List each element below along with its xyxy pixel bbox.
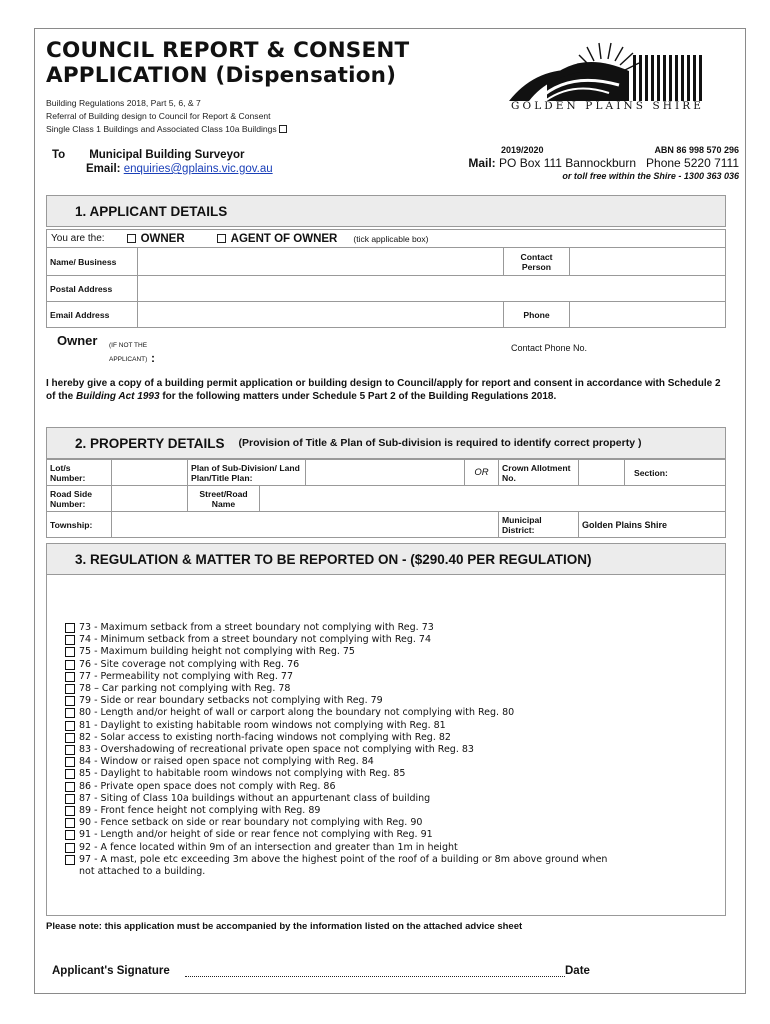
abn-number: ABN 86 998 570 296: [654, 145, 739, 155]
regulation-text: 87 - Siting of Class 10a buildings without an appurtenant class of building: [79, 792, 431, 804]
form-page: COUNCIL REPORT & CONSENT APPLICATION (Dispensation) Building Regulations 2018, Part 5, 6, & 7 Referral of Building design to Council for Report & Consent Single Class 1 Buildings and Associated Class 10a Buildings GOLDEN PLAINS SHIRE To Municipal Building Surveyor Email: enquiries@gplains.vic.gov.au 2019/2020 ABN 86 998 570 296 Mail: PO Box 111 Bannockburn Phone 5220 7111 or toll free within the Shire - 1300 363 036 1. APPLICANT DETAILS You are the: OWNER AGENT OF OWNER (tick applicable box) Name/ Business Contact Person Postal Address Email Address Phone Owner (IF NOT THE APPLICANT) : Contact Phone No. I hereby give a copy of a building permit application or building design to Council/apply for report and consent in accordance with Schedule 2 of the Building Act 1993 for the following matters under Schedule 5 Part 2 of the Building Regulations 2018. 2. PROPERTY DETAILS (Provision of Title & Plan of Sub-division is required to identify correct property ) Lot/s Number: Plan of Sub-Division/ Land Plan/Title Plan: OR Crown Allotment No. Section: Road Side Number: Street/Road Name Township: Municipal District: Golden Plains Shire 3. REGULATION & MATTER TO BE REPORTED ON - ($290.40 PER REGULATION) 73 - Maximum setback from a street boundary not complying with Reg. 73 74 - Minimum setback from a street boundary not complying with Reg. 74 75 - Maximum building height not complying with Reg. 75 76 - Site coverage not complying with Reg. 76 77 - Permeability not complying with Reg. 77 78 – Car parking not complying with Reg. 78 79 - Side or rear boundary setbacks not complying with Reg. 79 80 - Length and/or height of wall or carport along the boundary not complying with Reg. 80 81 - Daylight to existing habitable room windows not complying with Reg. 81 82 - Solar access to existing north-facing windows not complying with Reg. 82 83 - Overshadowing of recreational private open space not complying with Reg. 83 84 - Window or raised open space not complying with Reg. 84 85 - Daylight to habitable room windows not complying with Reg. 85 86 - Private open space does not comply with Reg. 86 87 - Siting of Class 10a buildings without an appurtenant class of building 89 - Front fence height not complying with Reg. 89 90 - Fence setback on side or rear boundary not complying with Reg. 90 91 - Length and/or height of side or rear fence not complying with Reg. 91 92 - A fence located within 9m of an intersection and greater than 1m in height 97 - A mast, pole etc exceeding 3m above the highest point of the roof of a building or 8m above ground when not attached to a building. Please note: this application must be accompanied by the information listed on the attached advice sheet Applicant's Signature Date: [34, 28, 746, 994]
plan-field[interactable]: [306, 460, 465, 486]
regulation-text: 84 - Window or raised open space not complying with Reg. 84: [79, 756, 374, 768]
contact-phone-label: Contact Phone No.: [511, 343, 588, 353]
regulation-checkbox[interactable]: [65, 647, 75, 657]
logo-wordmark: GOLDEN PLAINS SHIRE: [511, 100, 705, 112]
regulation-text: 74 - Minimum setback from a street boundary not complying with Reg. 74: [79, 634, 431, 646]
regulation-item: [65, 744, 619, 756]
regulation-text: 79 - Side or rear boundary setbacks not complying with Reg. 79: [79, 695, 383, 707]
declaration-text: I hereby give a copy of a building permit application or building design to Council/apply for report and consent in accordance with Schedule 2 of the Building Act 1993 for the following matters under Schedule 5 Part 2 of the Building Regulations 2018.: [46, 378, 721, 402]
class-10a-checkbox[interactable]: [279, 125, 287, 133]
golden-plains-logo-icon: [509, 41, 705, 101]
regulation-item: [65, 671, 619, 683]
regulation-checkbox[interactable]: [65, 684, 75, 694]
regulation-checkbox[interactable]: [65, 721, 75, 731]
regulation-item: [65, 683, 619, 695]
regulation-text: 80 - Length and/or height of wall or carport along the boundary not complying with Reg. 80: [79, 707, 515, 719]
crown-allotment-field[interactable]: [579, 460, 625, 486]
regulation-text: 75 - Maximum building height not complying with Reg. 75: [79, 646, 355, 658]
regulation-text: 83 - Overshadowing of recreational private open space not complying with Reg. 83: [79, 744, 474, 756]
regulation-item: [65, 756, 619, 768]
regulation-item: [65, 793, 619, 805]
regulation-checkbox[interactable]: [65, 769, 75, 779]
postal-address-field[interactable]: [138, 276, 726, 302]
form-subheading: Building Regulations 2018, Part 5, 6, & 7 Referral of Building design to Council for Report & Consent Single Class 1 Buildings and Associated Class 10a Buildings: [46, 97, 287, 137]
regulation-item: [65, 732, 619, 744]
property-table: Lot/s Number: Plan of Sub-Division/ Land Plan/Title Plan: OR Crown Allotment No. Section: Road Side Number: Street/Road Name Township: Municipal District: Golden Plains Shire: [46, 459, 726, 538]
regulation-item: [65, 695, 619, 707]
regulation-item: [65, 829, 619, 841]
road-number-field[interactable]: [112, 486, 188, 512]
regulation-item: [65, 854, 619, 878]
contact-person-field[interactable]: [570, 248, 726, 276]
tollfree-note: or toll free within the Shire - 1300 363 036: [562, 171, 739, 181]
regulation-item: [65, 646, 619, 658]
owner-checkbox[interactable]: [127, 234, 136, 243]
advice-note: Please note: this application must be accompanied by the information listed on the attached advice sheet: [46, 921, 523, 932]
signature-line[interactable]: [185, 976, 565, 977]
street-name-field[interactable]: [260, 486, 726, 512]
to-line: To Municipal Building Surveyor: [52, 149, 245, 161]
regulation-checkbox[interactable]: [65, 672, 75, 682]
regulation-item: [65, 622, 619, 634]
owner-label: Owner: [57, 333, 98, 348]
regulation-item: [65, 817, 619, 829]
name-field[interactable]: [138, 248, 504, 276]
phone-field[interactable]: [570, 302, 726, 328]
regulation-text: 81 - Daylight to existing habitable room windows not complying with Reg. 81: [79, 719, 446, 731]
regulation-checkbox[interactable]: [65, 745, 75, 755]
regulation-text: 77 - Permeability not complying with Reg. 77: [79, 670, 293, 682]
township-field[interactable]: [112, 512, 499, 538]
regulation-checkbox[interactable]: [65, 757, 75, 767]
regulation-text: 82 - Solar access to existing north-facing windows not complying with Reg. 82: [79, 731, 451, 743]
email-link[interactable]: enquiries@gplains.vic.gov.au: [123, 163, 273, 175]
regulation-text: 76 - Site coverage not complying with Reg. 76: [79, 658, 300, 670]
regulation-checkbox[interactable]: [65, 696, 75, 706]
regulation-text: 97 - A mast, pole etc exceeding 3m above the highest point of the roof of a building or 8m above ground when not attached to a building.: [79, 853, 608, 878]
section-regulation-heading: 3. REGULATION & MATTER TO BE REPORTED ON - ($290.40 PER REGULATION): [46, 543, 726, 575]
regulation-text: 85 - Daylight to habitable room windows not complying with Reg. 85: [79, 768, 406, 780]
regulation-text: 90 - Fence setback on side or rear boundary not complying with Reg. 90: [79, 817, 423, 829]
page-title: COUNCIL REPORT & CONSENT APPLICATION (Dispensation): [46, 38, 410, 88]
regulation-text: 78 – Car parking not complying with Reg. 78: [79, 683, 291, 695]
applicant-table: Name/ Business Contact Person Postal Address Email Address Phone: [46, 247, 726, 328]
regulation-text: 73 - Maximum setback from a street boundary not complying with Reg. 73: [79, 622, 434, 633]
regulation-item: [65, 842, 619, 854]
section-property-heading: 2. PROPERTY DETAILS (Provision of Title & Plan of Sub-division is required to identify correct property ): [46, 427, 726, 459]
signature-label: Applicant's Signature: [52, 965, 170, 977]
regulation-text: 86 - Private open space does not comply with Reg. 86: [79, 780, 336, 792]
regulation-checkbox[interactable]: [65, 806, 75, 816]
date-label: Date: [565, 965, 590, 977]
regulation-checkbox[interactable]: [65, 635, 75, 645]
council-email: Email: enquiries@gplains.vic.gov.au: [86, 163, 273, 175]
regulation-text: 89 - Front fence height not complying with Reg. 89: [79, 805, 321, 817]
regulation-item: [65, 805, 619, 817]
regulation-checkbox[interactable]: [65, 782, 75, 792]
regulation-item: [65, 720, 619, 732]
regulation-checkbox[interactable]: [65, 794, 75, 804]
regulation-checkbox[interactable]: [65, 818, 75, 828]
regulation-item: [65, 707, 619, 719]
regulation-item: [65, 634, 619, 646]
section-applicant-heading: 1. APPLICANT DETAILS: [46, 195, 726, 227]
email-address-field[interactable]: [138, 302, 504, 328]
regulation-item: [65, 659, 619, 671]
form-year: 2019/2020: [501, 145, 544, 155]
regulation-checkbox[interactable]: [65, 733, 75, 743]
regulation-checkbox[interactable]: [65, 830, 75, 840]
regulation-text: 91 - Length and/or height of side or rear fence not complying with Reg. 91: [79, 829, 433, 841]
applicant-type-row: You are the: OWNER AGENT OF OWNER (tick applicable box): [46, 229, 726, 247]
regulation-checkbox[interactable]: [65, 855, 75, 865]
regulation-checkbox[interactable]: [65, 843, 75, 853]
mail-address: Mail: PO Box 111 Bannockburn Phone 5220 7111: [468, 156, 739, 170]
regulation-checkbox[interactable]: [65, 623, 75, 633]
regulation-checkbox[interactable]: [65, 708, 75, 718]
agent-checkbox[interactable]: [217, 234, 226, 243]
regulation-item: [65, 768, 619, 780]
owner-note: (IF NOT THE APPLICANT): [109, 342, 148, 363]
regulation-text: 92 - A fence located within 9m of an intersection and greater than 1m in height: [79, 841, 458, 853]
regulation-list: [65, 622, 619, 878]
lot-number-field[interactable]: [112, 460, 188, 486]
regulation-item: [65, 781, 619, 793]
regulation-checkbox[interactable]: [65, 660, 75, 670]
municipal-district-value: Golden Plains Shire: [579, 512, 726, 538]
